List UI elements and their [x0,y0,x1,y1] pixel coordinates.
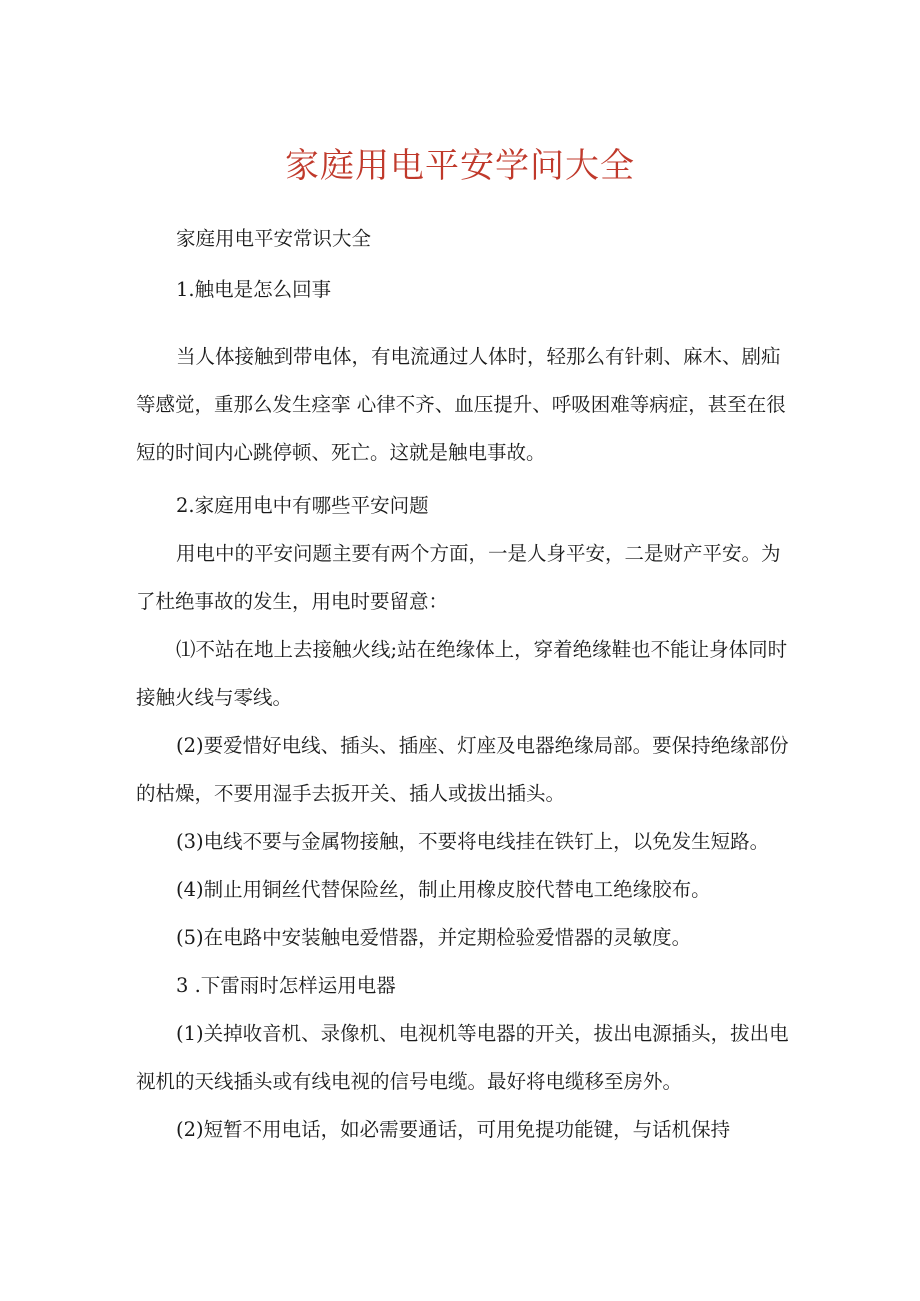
document-title: 家庭用电平安学问大全 [285,146,635,186]
list-item: (1)关掉收音机、录像机、电视机等电器的开关，拔出电源插头，拔出电视机的天线插头或有线电视的信号电缆。最好将电缆移至房外。 [136,1022,789,1093]
list-item: (3)电线不要与金属物接触，不要将电线挂在铁钉上，以免发生短路。 [176,830,770,853]
list-item: ⑴不站在地上去接触火线;站在绝缘体上，穿着绝缘鞋也不能让身体同时接触火线与零线。 [136,638,788,709]
section-heading: 家庭用电平安常识大全 [176,227,372,250]
list-item: (2)要爱惜好电线、插头、插座、灯座及电器绝缘局部。要保持绝缘部份的枯燥，不要用湿手去扳开关、插人或拔出插头。 [136,734,789,805]
list-item: (4)制止用铜丝代替保险丝，制止用橡皮胶代替电工绝缘胶布。 [176,878,711,901]
section-heading: 3 .下雷雨时怎样运用电器 [176,974,396,997]
list-item: (2)短暂不用电话，如必需要通话，可用免提功能键，与话机保持 [176,1118,731,1141]
list-item: (5)在电路中安装触电爱惜器，并定期检验爱惜器的灵敏度。 [176,926,692,949]
paragraph: 当人体接触到带电体，有电流通过人体时，轻那么有针刺、麻木、剧疝等感觉，重那么发生痉挛 心律不齐、血压提升、呼吸困难等病症，甚至在很短的时间内心跳停顿、死亡。这就是触电事故。 [136,345,786,464]
paragraph: 用电中的平安问题主要有两个方面，一是人身平安，二是财产平安。为了杜绝事故的发生，用电时要留意： [136,542,781,613]
section-heading: 2.家庭用电中有哪些平安问题 [176,494,429,517]
section-heading: 1.触电是怎么回事 [176,278,332,301]
